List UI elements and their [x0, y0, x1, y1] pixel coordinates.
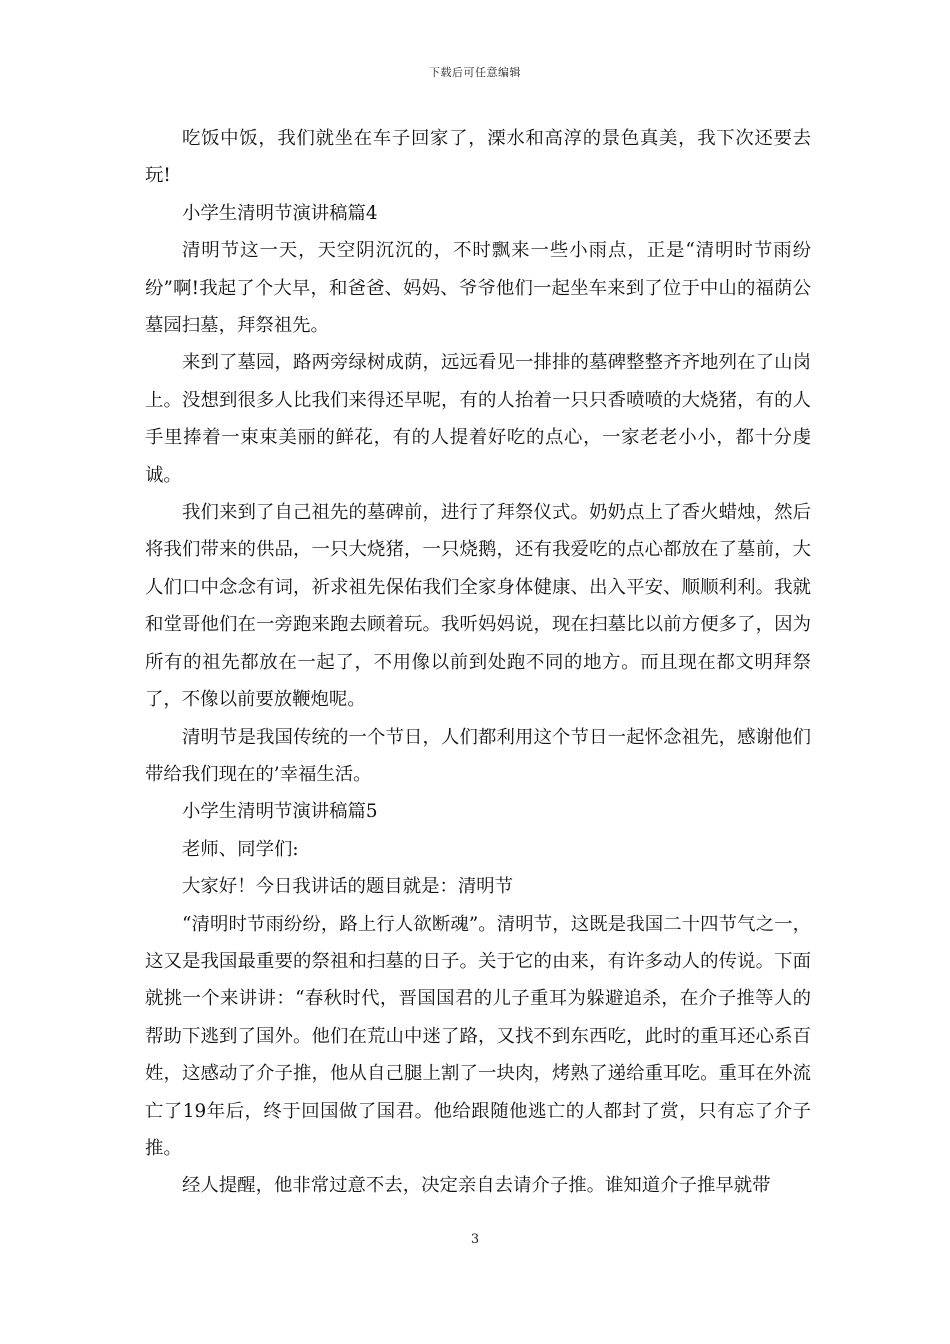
section-heading-4: 小学生清明节演讲稿篇4: [182, 202, 378, 224]
section-heading-5: 小学生清明节演讲稿篇5: [182, 801, 378, 823]
paragraph-2: 清明节这一天，天空阴沉沉的，不时飘来一些小雨点，正是“清明时节雨纷纷”啊!我起了个大早，和爸爸、妈妈、爷爷他们一起坐车来到了位于中山的福荫公墓园扫墓，拜祭祖先。: [145, 240, 811, 337]
page-number: 3: [470, 1232, 480, 1247]
paragraph-1: 吃饭中饭，我们就坐在车子回家了，溧水和高淳的景色真美，我下次还要去玩!: [145, 128, 811, 187]
paragraph-7: 经人提醒，他非常过意不去，决定亲自去请介子推。谁知道介子推早就带: [182, 1175, 771, 1197]
page-header: 下载后可任意编辑: [429, 66, 521, 79]
paragraph-3: 来到了墓园，路两旁绿树成荫，远远看见一排排的墓碑整整齐齐地列在了山岗上。没想到很多人比我们来得还早呢，有的人抬着一只只香喷喷的大烧猪，有的人手里捧着一束束美丽的鲜花，有的人提着好吃的点心，一家老老小小，都十分虔诚。: [145, 352, 811, 486]
paragraph-6: “清明时节雨纷纷，路上行人欲断魂”。清明节，这既是我国二十四节气之一，这又是我国最重要的祭祖和扫墓的日子。关于它的由来，有许多动人的传说。下面就挑一个来讲讲：“春秋时代，晋国国君的儿子重耳为躲避追杀，在介子推等人的帮助下逃到了国外。他们在荒山中迷了路，又找不到东西吃，此时的重耳还心系百姓，这感动了介子推，他从自己腿上割了一块肉，烤熟了递给重耳吃。重耳在外流亡了19年后，终于回国做了国君。他给跟随他逃亡的人都封了赏，只有忘了介子推。: [145, 913, 811, 1159]
paragraph-5: 清明节是我国传统的一个节日，人们都利用这个节日一起怀念祖先，感谢他们带给我们现在的’幸福生活。: [145, 726, 811, 785]
paragraph-4: 我们来到了自己祖先的墓碑前，进行了拜祭仪式。奶奶点上了香火蜡烛，然后将我们带来的供品，一只大烧猪，一只烧鹅，还有我爱吃的点心都放在了墓前，大人们口中念念有词，祈求祖先保佑我们全家身体健康、出入平安、顺顺利利。我就和堂哥他们在一旁跑来跑去顾着玩。我听妈妈说，现在扫墓比以前方便多了，因为所有的祖先都放在一起了，不用像以前到处跑不同的地方。而且现在都文明拜祭了，不像以前要放鞭炮呢。: [145, 502, 811, 711]
document-body: [145, 120, 811, 1205]
salutation: 老师、同学们:: [182, 838, 299, 860]
greeting: 大家好！今日我讲话的题目就是：清明节: [182, 876, 514, 898]
